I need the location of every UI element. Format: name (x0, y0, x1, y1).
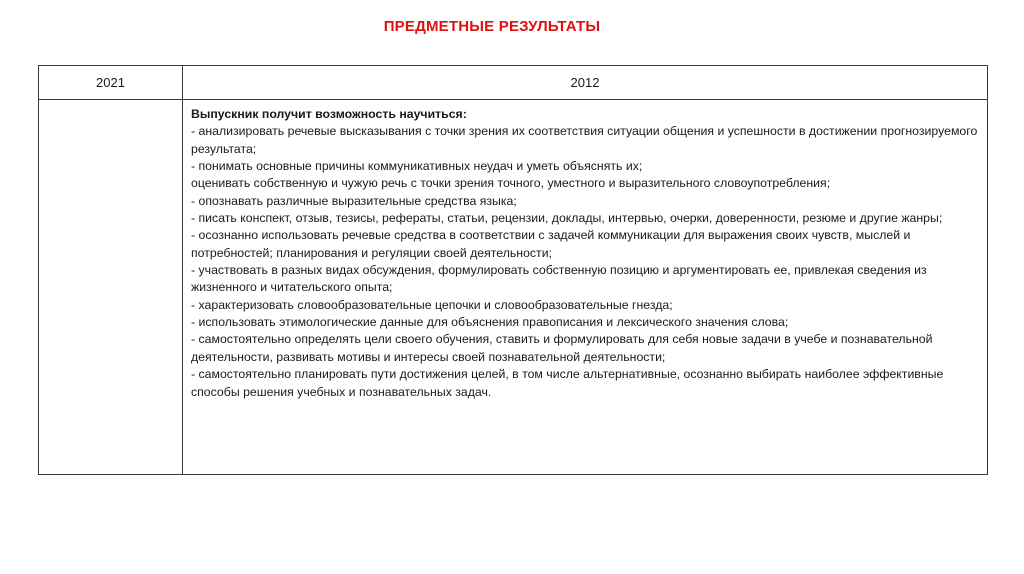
outcome-item: - опознавать различные выразительные средства языка; (191, 193, 517, 208)
outcome-item: - использовать этимологические данные для объяснения правописания и лексического значения слова; (191, 315, 789, 330)
table-header-row (39, 66, 988, 100)
page-title: ПРЕДМЕТНЫЕ РЕЗУЛЬТАТЫ (383, 18, 601, 35)
results-table (38, 65, 988, 475)
cell-2021 (39, 100, 183, 475)
outcome-item: - участвовать в разных видах обсуждения, формулировать собственную позицию и аргументировать ее, привлекая сведения из жизненного и читательского опыта; (191, 263, 927, 295)
table-row (39, 100, 988, 475)
outcome-item: - писать конспект, отзыв, тезисы, рефераты, статьи, рецензии, доклады, интервью, очерки, доверенности, резюме и другие жанры; (191, 211, 943, 226)
outcome-item: - самостоятельно определять цели своего обучения, ставить и формулировать для себя новые задачи в учебе и познавательной деятельности, развивать мотивы и интересы своей познавательной деятельности; (191, 332, 933, 364)
outcome-item: - анализировать речевые высказывания с точки зрения их соответствия ситуации общения и успешности в достижении прогнозируемого результата; (191, 124, 978, 156)
outcome-item: - осознанно использовать речевые средства в соответствии с задачей коммуникации для выражения своих чувств, мыслей и потребностей; планирования и регуляции своей деятельности; (191, 228, 911, 260)
outcome-item: - понимать основные причины коммуникативных неудач и уметь объяснять их; (191, 159, 643, 174)
column-header-2012: 2012 (183, 66, 988, 100)
outcome-item: оценивать собственную и чужую речь с точки зрения точного, уместного и выразительного словоупотребления; (191, 176, 831, 191)
outcomes-heading: Выпускник получит возможность научиться: (191, 107, 467, 121)
column-header-2021: 2021 (39, 66, 183, 100)
outcome-item: - самостоятельно планировать пути достижения целей, в том числе альтернативные, осознанно выбирать наиболее эффективные способы решения учебных и познавательных задач. (191, 367, 944, 399)
cell-2012 (183, 100, 988, 475)
outcome-item: - характеризовать словообразовательные цепочки и словообразовательные гнезда; (191, 297, 673, 312)
